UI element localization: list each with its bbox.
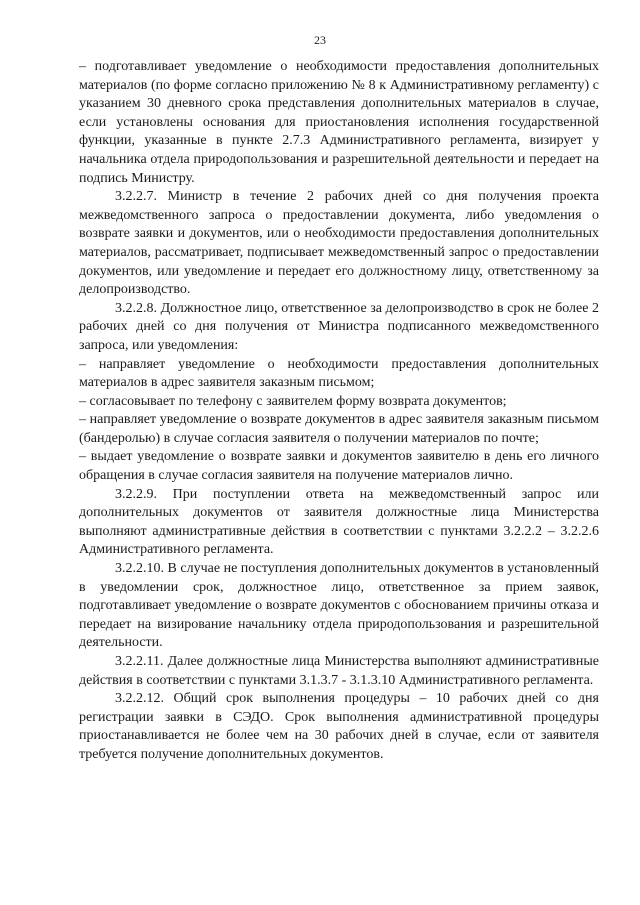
paragraph-bullet-agree-phone: – согласовывает по телефону с заявителем форму возврата документов; [79, 393, 507, 409]
paragraph-3-2-2-7: 3.2.2.7. Министр в течение 2 рабочих дней со дня получения проекта межведомственного запроса о предоставлении документа, либо уведомления о возврате заявки и документов, или о необходимости предоставления дополнительных материалов, рассматривает, подписывает межведомственный запрос о предоставлении документов, или уведомление и передает его должностному лицу, ответственному за делопроизводство. [79, 189, 599, 298]
document-body [79, 58, 599, 765]
paragraph-3-2-2-11: 3.2.2.11. Далее должностные лица Министерства выполняют административные действия в соответствии с пунктами 3.1.3.7 - 3.1.3.10 Административного регламента. [79, 654, 599, 688]
paragraph-bullet-issue-notice: – выдает уведомление о возврате заявки и документов заявителю в день его личного обращения в случае согласия заявителя на получение материалов лично. [79, 449, 599, 484]
page-number: 23 [314, 33, 326, 47]
paragraph-bullet-send-return: – направляет уведомление о возврате документов в адрес заявителя заказным письмом (бандеролью) в случае согласия заявителя о получении материалов по почте; [79, 412, 599, 446]
paragraph-bullet-send-notice: – направляет уведомление о необходимости предоставления дополнительных материалов в адрес заявителя заказным письмом; [79, 356, 599, 391]
paragraph-bullet-prepare-notice: – подготавливает уведомление о необходимости предоставления дополнительных материалов (по форме согласно приложению № 8 к Административному регламенту) с указанием 30 дневного срока представления дополнительных материалов в случае, если установлены основания для приостановления исполнения государственной функции, указанные в пункте 2.7.3 Административного регламента, визирует у начальника отдела природопользования и разрешительной деятельности и передает на подпись Министру. [79, 59, 599, 186]
paragraph-3-2-2-10: 3.2.2.10. В случае не поступления дополнительных документов в установленный в уведомлении срок, должностное лицо, ответственное за прием заявок, подготавливает уведомление о возврате документов с обоснованием причины отказа и передает на визирование начальнику отдела природопользования и разрешительной деятельности. [79, 561, 599, 651]
paragraph-3-2-2-9: 3.2.2.9. При поступлении ответа на межведомственный запрос или дополнительных документов от заявителя должностные лица Министерства выполняют административные действия в соответствии с пунктами 3.2.2.2 – 3.2.2.6 Административного регламента. [79, 486, 599, 558]
paragraph-3-2-2-8: 3.2.2.8. Должностное лицо, ответственное за делопроизводство в срок не более 2 рабочих дней со дня получения от Министра подписанного межведомственного запроса, или уведомления: [79, 300, 599, 353]
paragraph-3-2-2-12: 3.2.2.12. Общий срок выполнения процедуры – 10 рабочих дней со дня регистрации заявки в СЭДО. Срок выполнения административной процедуры приостанавливается не более чем на 30 рабочих дней в случае, если от заявителя требуется получение дополнительных документов. [79, 691, 599, 762]
